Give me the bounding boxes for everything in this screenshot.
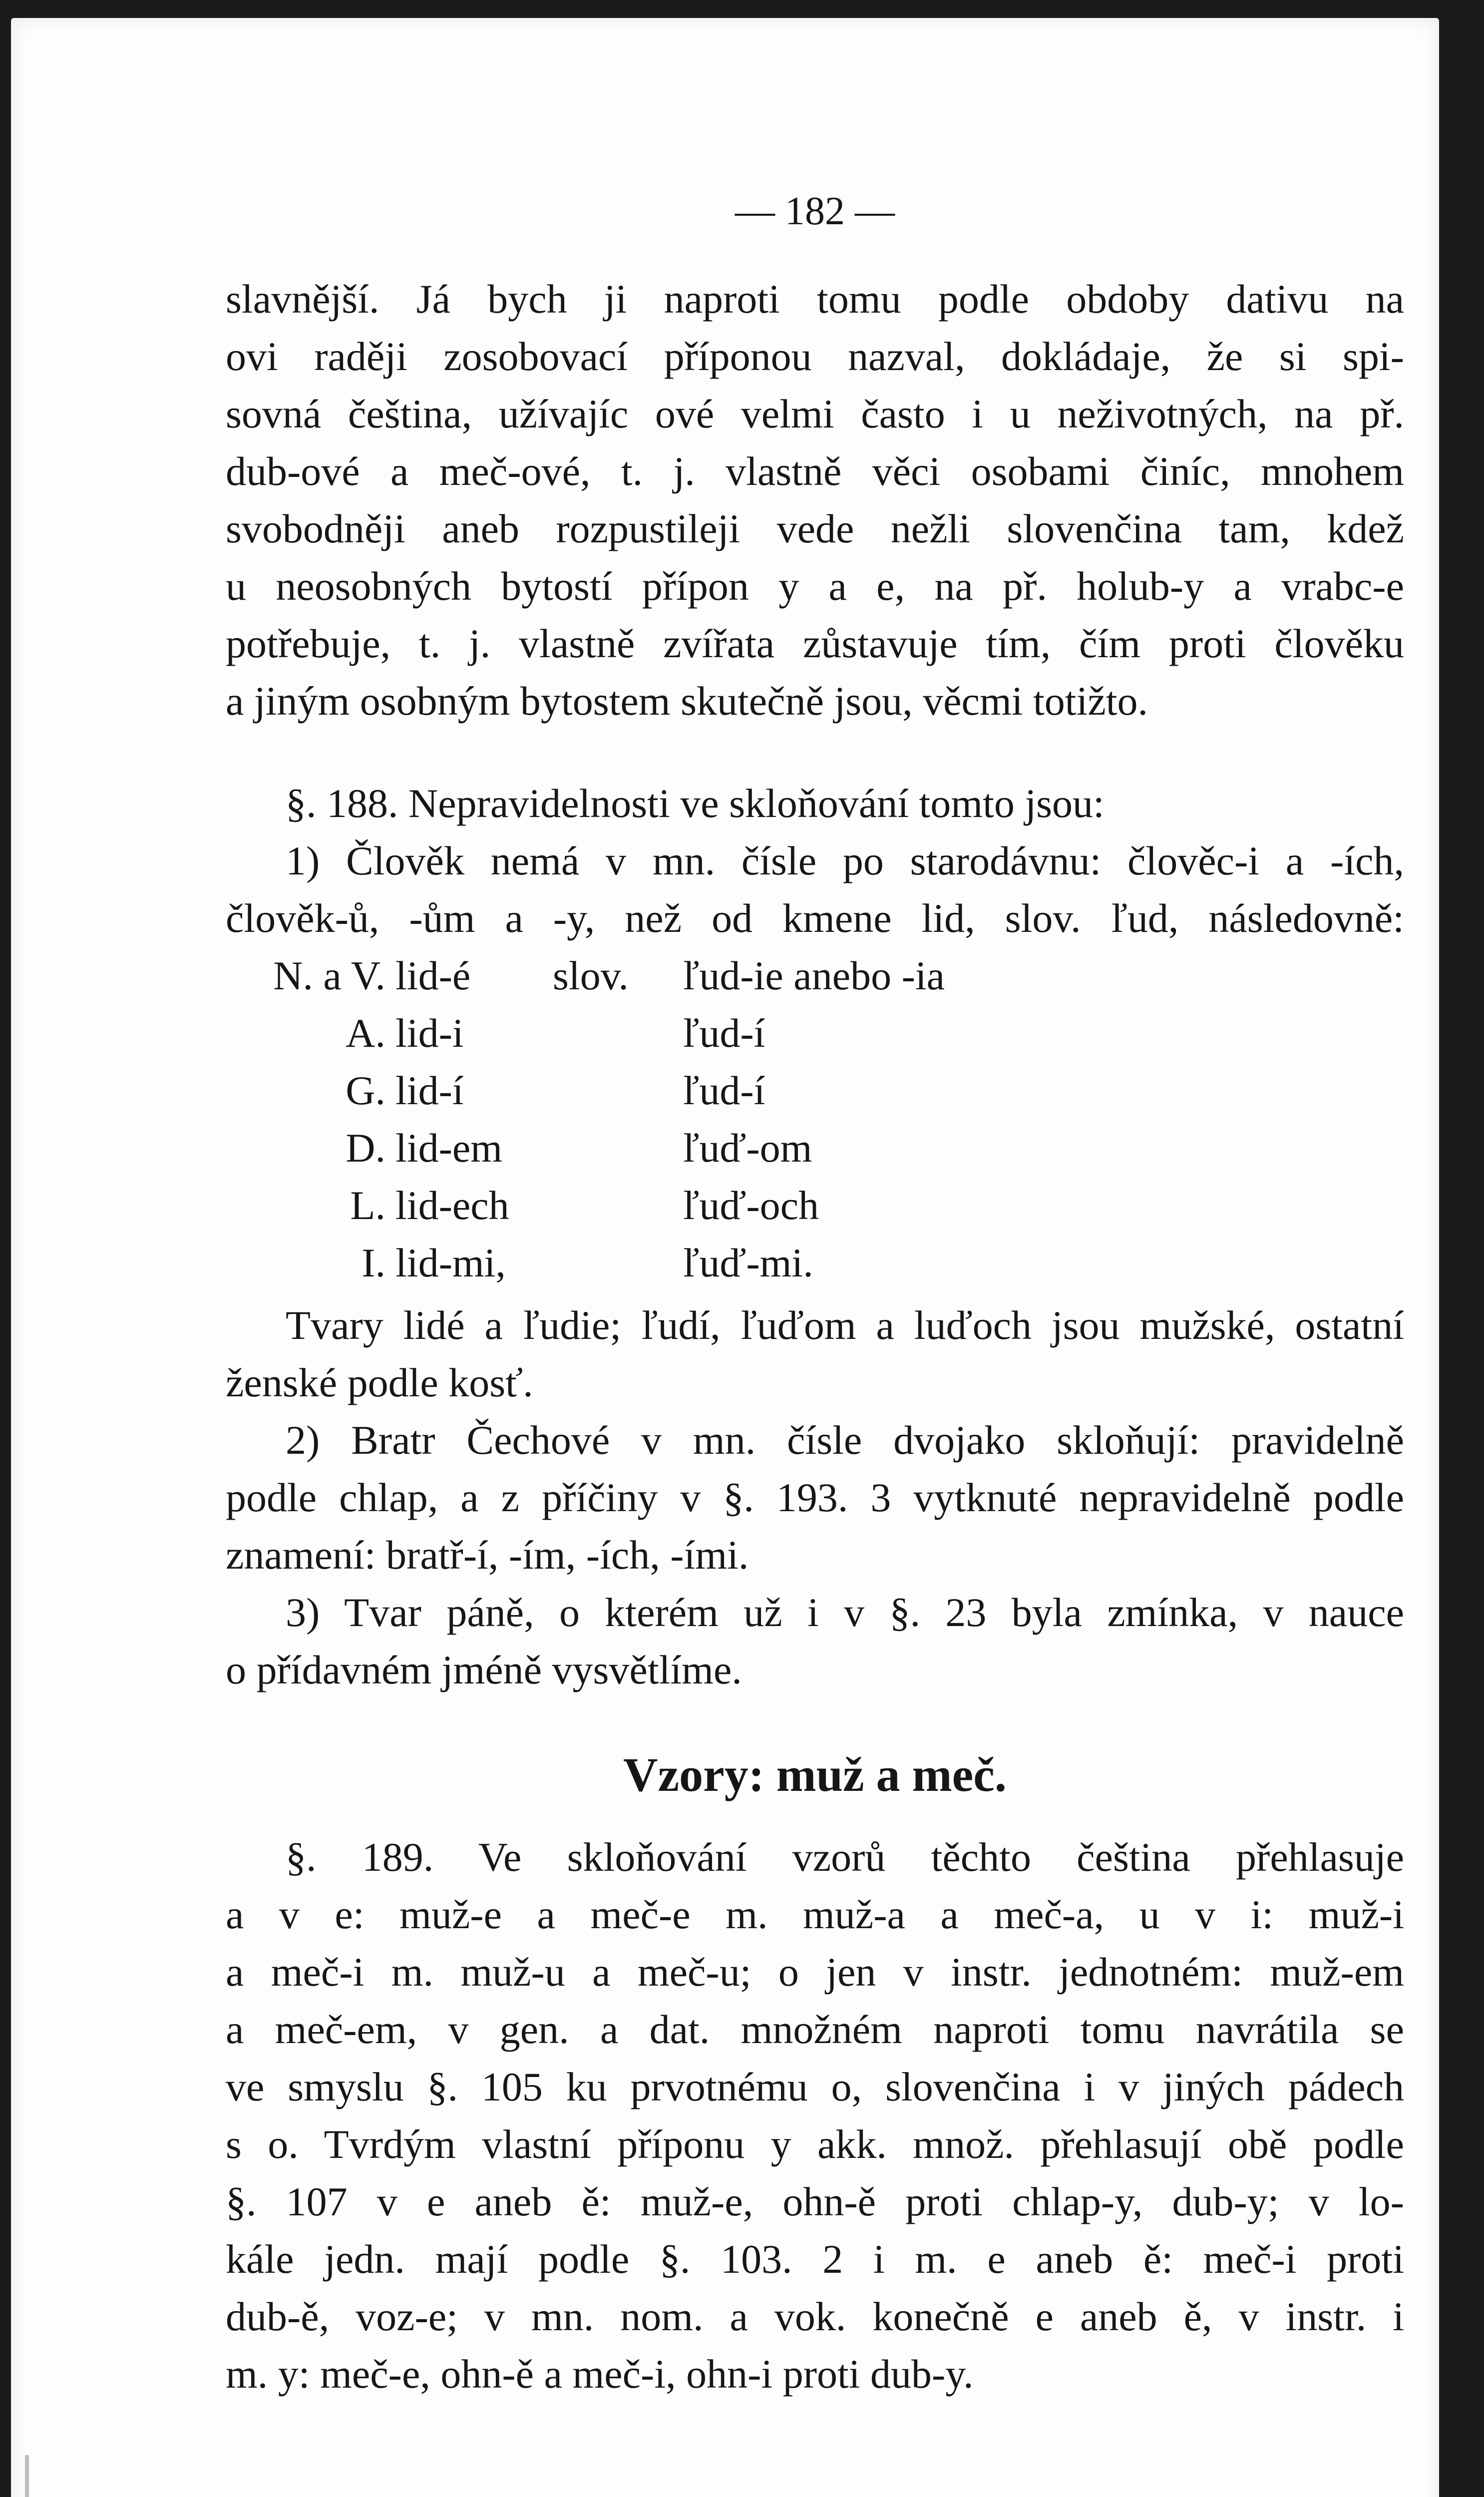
text-line: slavnější. Já bych ji naproti tomu podle obdoby dativu na [226, 276, 1404, 322]
text-line: sovná čeština, užívajíc ové velmi často i u neživotných, na př. [226, 391, 1404, 436]
czech-form: lid-i [395, 1010, 464, 1056]
text-line: potřebuje, t. j. vlastně zvířata zůstavuje tím, čím proti člověku [226, 621, 1404, 666]
text-line: §. 107 v e aneb ě: muž-e, ohn-ě proti chlap-y, dub-y; v lo- [226, 2179, 1404, 2224]
text-line: 2) Bratr Čechové v mn. čísle dvojako skloňují: pravidelně [286, 1417, 1404, 1463]
page-edge-mark [25, 2455, 29, 2497]
section-heading-vzory: Vzory: muž a meč. [623, 1748, 1007, 1801]
text-line: člověk-ů, -ům a -y, než od kmene lid, slov. ľud, následovně: [226, 895, 1404, 941]
text-line: 3) Tvar páně, o kterém už i v §. 23 byla zmínka, v nauce [286, 1590, 1404, 1635]
case-label: I. [362, 1240, 385, 1285]
text-line: a jiným osobným bytostem skutečně jsou, věcmi totižto. [226, 678, 1148, 724]
text-line: m. y: meč-e, ohn-ě a meč-i, ohn-i proti dub-y. [226, 2351, 974, 2397]
text-line: 1) Člověk nemá v mn. čísle po starodávnu: člověc-i a -ích, [286, 838, 1404, 883]
text-line: ovi raději zosobovací příponou nazval, dokládaje, že si spi- [226, 334, 1404, 379]
czech-form: lid-em [395, 1125, 503, 1171]
text-line: dub-ové a meč-ové, t. j. vlastně věci osobami činíc, mnohem [226, 448, 1404, 494]
text-line: Tvary lidé a ľudie; ľudí, ľuďom a luďoch jsou mužské, ostatní [286, 1302, 1404, 1348]
text-line: dub-ě, voz-e; v mn. nom. a vok. konečně e aneb ě, v instr. i [226, 2294, 1404, 2339]
czech-form: lid-é [395, 953, 471, 998]
slov-prefix: slov. [553, 953, 629, 998]
text-line: a meč-i m. muž-u a meč-u; o jen v instr. jednotném: muž-em [226, 1949, 1404, 1995]
text-line: podle chlap, a z příčiny v §. 193. 3 vytknuté nepravidelně podle [226, 1475, 1404, 1520]
czech-form: lid-í [395, 1068, 464, 1113]
case-label: L. [350, 1183, 385, 1228]
slovak-form: ľud-í [683, 1010, 765, 1056]
text-line: ve smyslu §. 105 ku prvotnému o, slovenčina i v jiných pádech [226, 2064, 1404, 2109]
text-line: o přídavném jméně vysvětlíme. [226, 1647, 742, 1692]
case-label: A. [346, 1010, 385, 1056]
text-line: svobodněji aneb rozpustileji vede nežli slovenčina tam, kdež [226, 506, 1404, 551]
section-189-line: §. 189. Ve skloňování vzorů těchto čeština přehlasuje [286, 1834, 1404, 1880]
case-label: N. a V. [273, 953, 385, 998]
czech-form: lid-mi, [395, 1240, 506, 1285]
case-label: G. [346, 1068, 385, 1113]
page-number: — 182 — [735, 189, 895, 233]
text-line: u neosobných bytostí přípon y a e, na př. holub-y a vrabc-e [226, 563, 1404, 609]
text-line: ženské podle kosť. [226, 1360, 533, 1405]
text-line: znamení: bratř-í, -ím, -ích, -ími. [226, 1532, 749, 1578]
section-188-heading: §. 188. Nepravidelnosti ve skloňování tomto jsou: [286, 781, 1105, 826]
case-label: D. [346, 1125, 385, 1171]
text-line: a v e: muž-e a meč-e m. muž-a a meč-a, u v i: muž-i [226, 1892, 1404, 1937]
czech-form: lid-ech [395, 1183, 509, 1228]
text-line: kále jedn. mají podle §. 103. 2 i m. e aneb ě: meč-i proti [226, 2236, 1404, 2282]
text-line: a meč-em, v gen. a dat. množném naproti tomu navrátila se [226, 2007, 1404, 2052]
text-line: s o. Tvrdým vlastní příponu y akk. množ. přehlasují obě podle [226, 2121, 1404, 2167]
slovak-form: ľud-ie anebo -ia [683, 953, 945, 998]
slovak-form: ľuď-mi. [683, 1240, 813, 1285]
slovak-form: ľuď-om [683, 1125, 812, 1171]
slovak-form: ľud-í [683, 1068, 765, 1113]
slovak-form: ľuď-och [683, 1183, 819, 1228]
book-page [11, 18, 1439, 2497]
